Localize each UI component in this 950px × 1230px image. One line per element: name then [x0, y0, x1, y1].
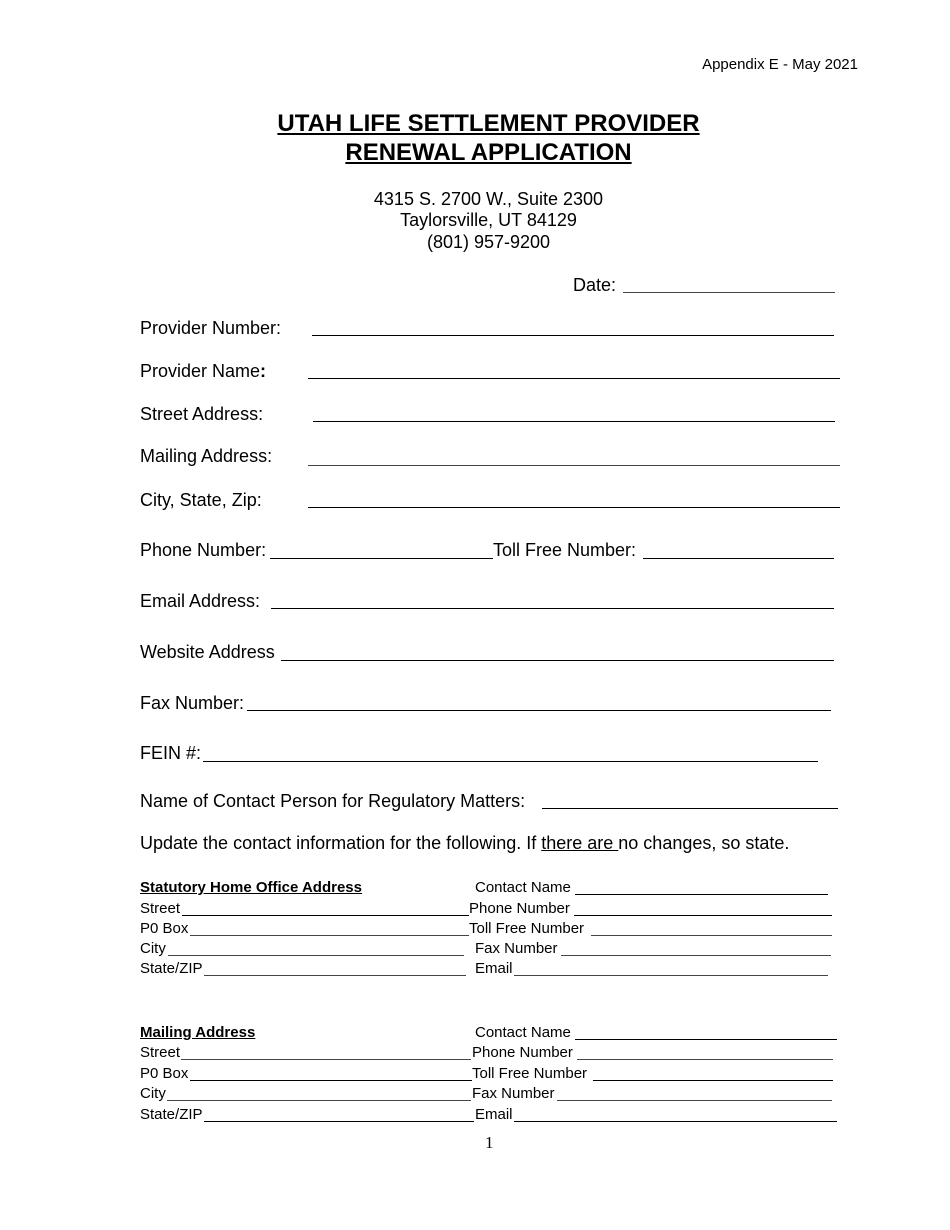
- statutory-email-field[interactable]: [514, 975, 828, 976]
- provider-number-field[interactable]: [312, 335, 834, 336]
- mailing-pobox-field[interactable]: [190, 1080, 472, 1081]
- mailing-city-label: City: [140, 1085, 166, 1102]
- mailing-phone-field[interactable]: [577, 1059, 833, 1060]
- date-label: Date:: [573, 275, 617, 295]
- mailing-address-label: Mailing Address:: [140, 446, 273, 466]
- statutory-street-field[interactable]: [182, 915, 469, 916]
- contact-person-field[interactable]: [542, 808, 838, 809]
- mailing-phone-label: Phone Number: [472, 1044, 573, 1061]
- provider-number-label: Provider Number:: [140, 318, 282, 338]
- statutory-phone-field[interactable]: [574, 915, 832, 916]
- statutory-statezip-field[interactable]: [204, 975, 466, 976]
- form-title-line1: UTAH LIFE SETTLEMENT PROVIDER: [277, 110, 700, 137]
- website-address-label: Website Address: [140, 642, 275, 662]
- toll-free-number-label: Toll Free Number:: [493, 540, 637, 560]
- fein-label: FEIN #:: [140, 743, 202, 763]
- page-number: 1: [485, 1133, 494, 1152]
- city-state-zip-label: City, State, Zip:: [140, 490, 262, 510]
- fein-field[interactable]: [203, 761, 818, 762]
- statutory-pobox-label: P0 Box: [140, 920, 189, 937]
- mailing-address-field[interactable]: [308, 465, 840, 466]
- statutory-pobox-field[interactable]: [190, 935, 469, 936]
- update-instructions: Update the contact information for the following. If there are no changes, so state.: [140, 833, 790, 853]
- toll-free-number-field[interactable]: [643, 558, 834, 559]
- mailing-tollfree-label: Toll Free Number: [472, 1065, 588, 1082]
- statutory-statezip-label: State/ZIP: [140, 960, 203, 977]
- mailing-statezip-label: State/ZIP: [140, 1106, 203, 1123]
- statutory-email-label: Email: [475, 960, 513, 977]
- mailing-statezip-field[interactable]: [204, 1121, 474, 1122]
- mailing-contact-name-label: Contact Name: [475, 1024, 571, 1041]
- address-line1: 4315 S. 2700 W., Suite 2300: [373, 189, 604, 209]
- street-address-field[interactable]: [313, 421, 835, 422]
- city-state-zip-field[interactable]: [308, 507, 840, 508]
- mailing-section-heading: Mailing Address: [140, 1024, 256, 1041]
- phone-number-label: Phone Number:: [140, 540, 267, 560]
- provider-name-label: Provider Name:: [140, 361, 267, 381]
- street-address-label: Street Address:: [140, 404, 264, 424]
- statutory-phone-label: Phone Number: [469, 900, 570, 917]
- email-address-label: Email Address:: [140, 591, 261, 611]
- phone-number-field[interactable]: [270, 558, 493, 559]
- statutory-fax-label: Fax Number: [475, 940, 558, 957]
- statutory-tollfree-label: Toll Free Number: [469, 920, 585, 937]
- mailing-tollfree-field[interactable]: [593, 1080, 833, 1081]
- email-address-field[interactable]: [271, 608, 834, 609]
- statutory-contact-name-label: Contact Name: [475, 879, 571, 896]
- statutory-fax-field[interactable]: [561, 955, 831, 956]
- appendix-label: Appendix E - May 2021: [702, 56, 858, 73]
- mailing-fax-field[interactable]: [557, 1100, 832, 1101]
- form-title-line2: RENEWAL APPLICATION: [345, 139, 632, 166]
- statutory-city-field[interactable]: [168, 955, 464, 956]
- statutory-tollfree-field[interactable]: [591, 935, 832, 936]
- fax-number-label: Fax Number:: [140, 693, 245, 713]
- mailing-street-field[interactable]: [181, 1059, 471, 1060]
- mailing-email-field[interactable]: [514, 1121, 837, 1122]
- mailing-pobox-label: P0 Box: [140, 1065, 189, 1082]
- statutory-contact-name-field[interactable]: [575, 894, 828, 895]
- address-line2: Taylorsville, UT 84129: [400, 210, 577, 230]
- statutory-section-heading: Statutory Home Office Address: [140, 879, 362, 896]
- website-address-field[interactable]: [281, 660, 834, 661]
- mailing-email-label: Email: [475, 1106, 513, 1123]
- mailing-fax-label: Fax Number: [472, 1085, 555, 1102]
- phone-line: (801) 957-9200: [426, 232, 551, 252]
- fax-number-field[interactable]: [247, 710, 831, 711]
- date-field[interactable]: [623, 292, 835, 293]
- provider-name-field[interactable]: [308, 378, 840, 379]
- mailing-contact-name-field[interactable]: [575, 1039, 837, 1040]
- statutory-street-label: Street: [140, 900, 181, 917]
- statutory-city-label: City: [140, 940, 166, 957]
- mailing-city-field[interactable]: [167, 1100, 471, 1101]
- contact-person-label: Name of Contact Person for Regulatory Matters:: [140, 791, 526, 811]
- mailing-street-label: Street: [140, 1044, 181, 1061]
